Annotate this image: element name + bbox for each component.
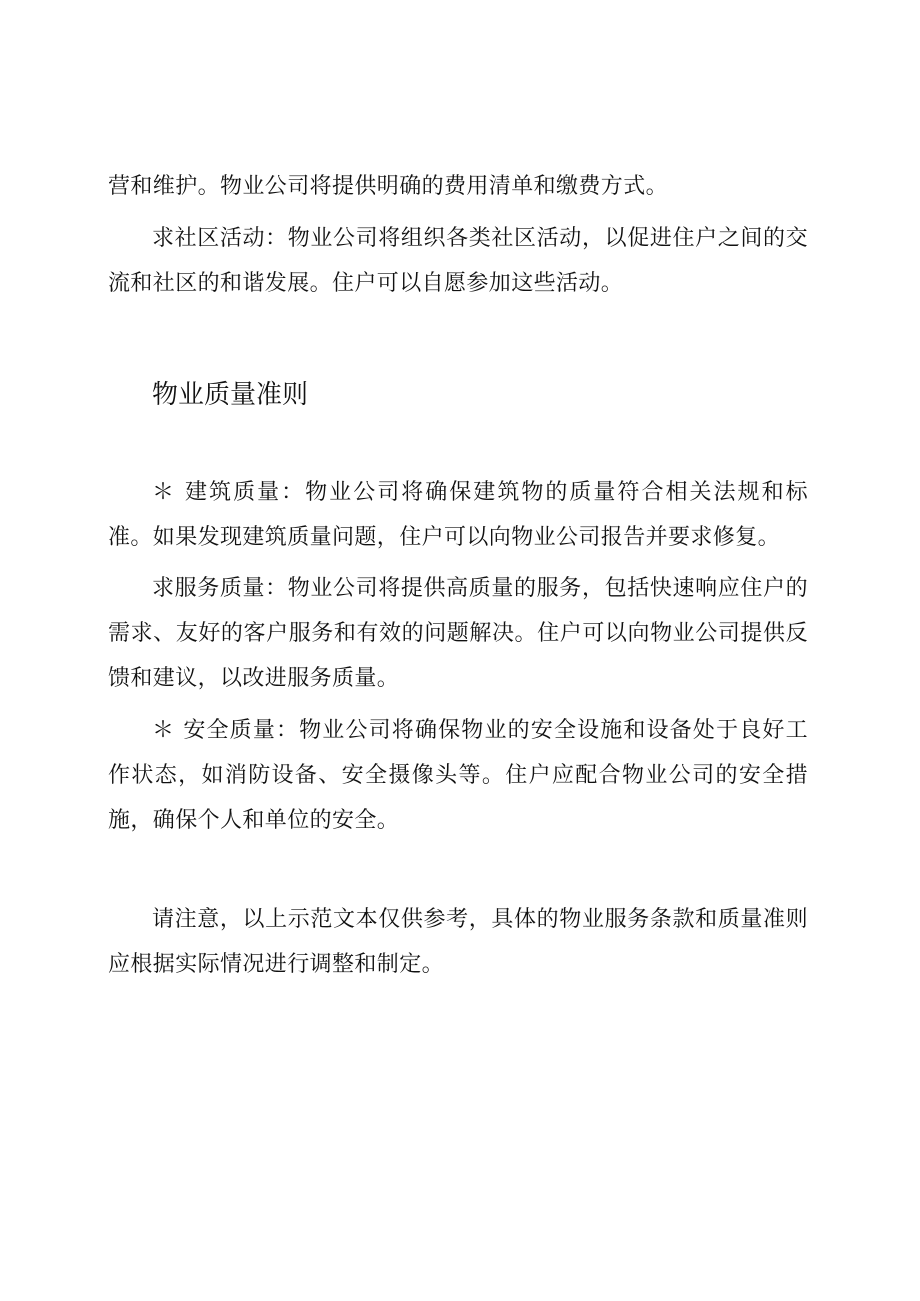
closing-note: 请注意，以上示范文本仅供参考，具体的物业服务条款和质量准则应根据实际情况进行调整和制定。 [108, 907, 808, 977]
section-heading: 物业质量准则 [152, 380, 309, 410]
list-item-safety-quality: ＊ 安全质量：物业公司将确保物业的安全设施和设备处于良好工作状态，如消防设备、安全摄像头等。住户应配合物业公司的安全措施，确保个人和单位的安全。 [108, 718, 808, 833]
list-item-service-quality: 求服务质量：物业公司将提供高质量的服务，包括快速响应住户的需求、友好的客户服务和有效的问题解决。住户可以向物业公司提供反馈和建议，以改进服务质量。 [108, 576, 808, 691]
paragraph-community-activities: 求社区活动：物业公司将组织各类社区活动，以促进住户之间的交流和社区的和谐发展。住户可以自愿参加这些活动。 [108, 226, 808, 296]
list-item-building-quality: ＊ 建筑质量：物业公司将确保建筑物的质量符合相关法规和标准。如果发现建筑质量问题，住户可以向物业公司报告并要求修复。 [108, 480, 808, 550]
paragraph-fees: 营和维护。物业公司将提供明确的费用清单和缴费方式。 [108, 174, 669, 199]
